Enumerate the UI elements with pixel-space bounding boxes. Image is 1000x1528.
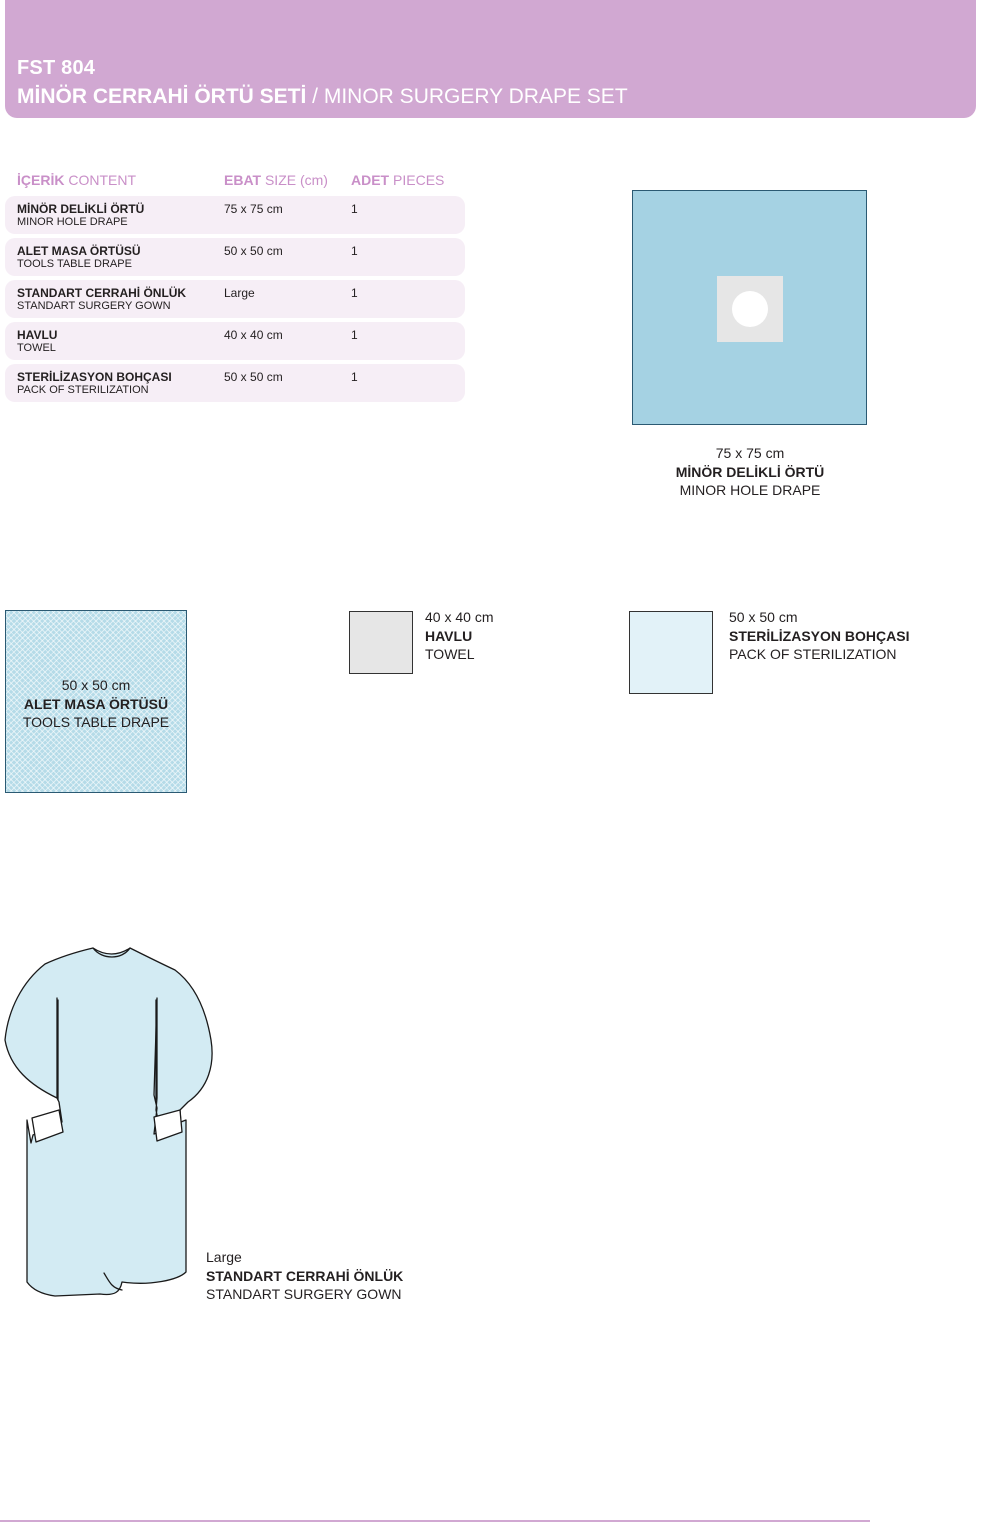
- title-en: MINOR SURGERY DRAPE SET: [323, 85, 628, 108]
- gown-name-en: STANDART SURGERY GOWN: [206, 1286, 402, 1302]
- header-pieces-tr: ADET: [351, 172, 390, 188]
- header-content: [17, 172, 136, 188]
- item-name-tr: HAVLU: [17, 328, 58, 342]
- item-name-en: PACK OF STERILIZATION: [17, 384, 149, 396]
- tools-caption: [5, 676, 187, 732]
- drape-name-en: MINOR HOLE DRAPE: [679, 482, 821, 498]
- header-size-en: SIZE (cm): [261, 172, 328, 188]
- tools-name-en: TOOLS TABLE DRAPE: [22, 714, 170, 730]
- towel-name-en: TOWEL: [425, 646, 475, 662]
- item-size: 50 x 50 cm: [224, 244, 283, 258]
- gown-caption: [206, 1248, 403, 1304]
- item-size: 50 x 50 cm: [224, 370, 283, 384]
- towel-image: [349, 611, 413, 674]
- item-name-tr: MİNÖR DELİKLİ ÖRTÜ: [17, 202, 145, 216]
- drape-hole: [732, 291, 768, 327]
- item-name-en: STANDART SURGERY GOWN: [17, 300, 171, 312]
- item-pieces: 1: [351, 286, 358, 300]
- header-pieces: [351, 172, 444, 188]
- table-row: [5, 364, 465, 402]
- minor-hole-drape-image: [632, 190, 867, 425]
- towel-caption: [425, 608, 493, 664]
- header-content-tr: İÇERİK: [17, 172, 65, 188]
- gown-size: Large: [206, 1249, 242, 1265]
- drape-size: 75 x 75 cm: [715, 445, 785, 461]
- sterilization-pack-image: [629, 611, 713, 694]
- drape-window: [717, 276, 783, 342]
- item-name-tr: ALET MASA ÖRTÜSÜ: [17, 244, 141, 258]
- towel-name-tr: HAVLU: [425, 627, 473, 644]
- product-code: FST 804: [17, 57, 96, 79]
- footer-divider: [0, 1520, 870, 1522]
- product-title: [17, 85, 628, 109]
- towel-size: 40 x 40 cm: [425, 609, 494, 625]
- title-separator: /: [306, 85, 324, 108]
- item-pieces: 1: [351, 328, 358, 342]
- pack-caption: [729, 608, 909, 664]
- item-pieces: 1: [351, 370, 358, 384]
- header-pieces-en: PIECES: [389, 172, 445, 188]
- surgery-gown-image: [0, 940, 220, 1310]
- tools-name-tr: ALET MASA ÖRTÜSÜ: [23, 695, 169, 712]
- drape-name-tr: MİNÖR DELİKLİ ÖRTÜ: [675, 463, 825, 480]
- item-name-tr: STANDART CERRAHİ ÖNLÜK: [17, 286, 187, 300]
- title-tr: MİNÖR CERRAHİ ÖRTÜ SETİ: [17, 85, 307, 108]
- table-row: [5, 196, 465, 234]
- table-row: [5, 280, 465, 318]
- item-name-en: MINOR HOLE DRAPE: [17, 216, 128, 228]
- item-pieces: 1: [351, 244, 358, 258]
- table-row: [5, 322, 465, 360]
- pack-name-en: PACK OF STERILIZATION: [729, 646, 897, 662]
- drape-caption: [650, 444, 850, 500]
- header-size-tr: EBAT: [224, 172, 262, 188]
- item-name-en: TOWEL: [17, 342, 56, 354]
- item-size: 75 x 75 cm: [224, 202, 283, 216]
- header-size: [224, 172, 328, 188]
- pack-size: 50 x 50 cm: [729, 609, 798, 625]
- table-row: [5, 238, 465, 276]
- item-pieces: 1: [351, 202, 358, 216]
- tools-size: 50 x 50 cm: [61, 677, 131, 693]
- item-name-tr: STERİLİZASYON BOHÇASI: [17, 370, 172, 384]
- item-size: Large: [224, 286, 255, 300]
- header-content-en: CONTENT: [64, 172, 137, 188]
- gown-name-tr: STANDART CERRAHİ ÖNLÜK: [206, 1267, 404, 1284]
- item-size: 40 x 40 cm: [224, 328, 283, 342]
- page-header: [5, 0, 976, 118]
- item-name-en: TOOLS TABLE DRAPE: [17, 258, 132, 270]
- pack-name-tr: STERİLİZASYON BOHÇASI: [729, 627, 910, 644]
